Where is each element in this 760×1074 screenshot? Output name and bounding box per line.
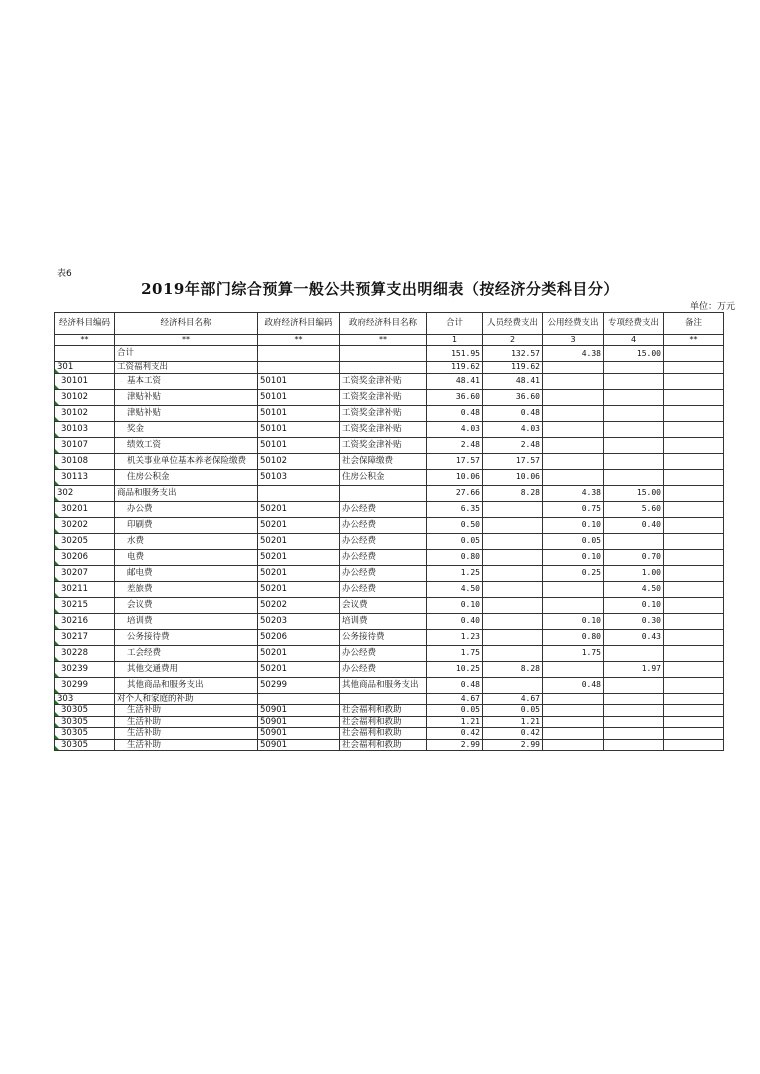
gov-code-cell: 50101 xyxy=(258,421,340,437)
amount-cell: 0.10 xyxy=(543,549,604,565)
gov-name-cell: 办公经费 xyxy=(340,517,427,533)
economic-code-cell: 301 xyxy=(55,362,115,374)
economic-name-cell: 培训费 xyxy=(115,613,258,629)
amount-cell: 5.60 xyxy=(604,501,664,517)
economic-code-cell: 30107 xyxy=(55,437,115,453)
economic-name-cell: 生活补助 xyxy=(115,716,258,728)
amount-cell xyxy=(543,405,604,421)
gov-code-cell: 50201 xyxy=(258,565,340,581)
gov-name-cell: 办公经费 xyxy=(340,533,427,549)
amount-cell: 0.10 xyxy=(427,597,483,613)
amount-cell: 1.97 xyxy=(604,661,664,677)
remark-cell xyxy=(664,565,724,581)
amount-cell: 1.23 xyxy=(427,629,483,645)
amount-cell xyxy=(604,373,664,389)
amount-cell: 10.06 xyxy=(427,469,483,485)
economic-name-cell: 生活补助 xyxy=(115,728,258,740)
gov-name-cell: 工资奖金津补贴 xyxy=(340,405,427,421)
remark-cell xyxy=(664,389,724,405)
amount-cell: 0.43 xyxy=(604,629,664,645)
remark-cell xyxy=(664,581,724,597)
gov-name-cell: 公务接待费 xyxy=(340,629,427,645)
economic-code-cell: 30211 xyxy=(55,581,115,597)
remark-cell xyxy=(664,728,724,740)
amount-cell xyxy=(543,581,604,597)
economic-name-cell: 住房公积金 xyxy=(115,469,258,485)
remark-cell xyxy=(664,677,724,693)
amount-cell xyxy=(543,373,604,389)
table-row xyxy=(55,501,724,517)
amount-cell xyxy=(543,437,604,453)
gov-code-cell: 50901 xyxy=(258,739,340,751)
gov-name-cell xyxy=(340,362,427,374)
amount-cell: 4.38 xyxy=(543,485,604,501)
gov-code-cell: 50201 xyxy=(258,501,340,517)
column-index: 2 xyxy=(483,335,543,346)
amount-cell: 27.66 xyxy=(427,485,483,501)
remark-cell xyxy=(664,597,724,613)
remark-cell xyxy=(664,629,724,645)
amount-cell xyxy=(604,421,664,437)
table-row xyxy=(55,728,724,740)
gov-code-cell: 50201 xyxy=(258,581,340,597)
economic-code-cell: 30305 xyxy=(55,705,115,717)
gov-code-cell xyxy=(258,346,340,362)
gov-name-cell: 社会福利和救助 xyxy=(340,705,427,717)
remark-cell xyxy=(664,517,724,533)
economic-name-cell: 合计 xyxy=(115,346,258,362)
amount-cell xyxy=(604,405,664,421)
gov-code-cell: 50202 xyxy=(258,597,340,613)
remark-cell xyxy=(664,549,724,565)
gov-code-cell: 50101 xyxy=(258,437,340,453)
table-row xyxy=(55,677,724,693)
column-header: 备注 xyxy=(664,313,724,335)
table-row xyxy=(55,533,724,549)
remark-cell xyxy=(664,661,724,677)
remark-cell xyxy=(664,693,724,705)
gov-name-cell: 办公经费 xyxy=(340,581,427,597)
gov-name-cell: 社会福利和救助 xyxy=(340,739,427,751)
gov-code-cell xyxy=(258,693,340,705)
economic-code-cell: 30205 xyxy=(55,533,115,549)
amount-cell: 0.30 xyxy=(604,613,664,629)
amount-cell: 0.80 xyxy=(427,549,483,565)
gov-name-cell: 办公经费 xyxy=(340,661,427,677)
amount-cell xyxy=(543,693,604,705)
economic-code-cell: 30305 xyxy=(55,728,115,740)
economic-code-cell: 303 xyxy=(55,693,115,705)
column-header: 政府经济科目编码 xyxy=(258,313,340,335)
economic-code-cell: 30305 xyxy=(55,739,115,751)
column-index: ** xyxy=(664,335,724,346)
gov-code-cell xyxy=(258,362,340,374)
table-row xyxy=(55,613,724,629)
economic-name-cell: 奖金 xyxy=(115,421,258,437)
remark-cell xyxy=(664,373,724,389)
amount-cell: 1.21 xyxy=(483,716,543,728)
column-header: 合计 xyxy=(427,313,483,335)
gov-name-cell xyxy=(340,346,427,362)
gov-code-cell: 50901 xyxy=(258,705,340,717)
gov-code-cell xyxy=(258,485,340,501)
table-row xyxy=(55,581,724,597)
gov-name-cell: 社会福利和救助 xyxy=(340,716,427,728)
remark-cell xyxy=(664,453,724,469)
economic-code-cell: 30207 xyxy=(55,565,115,581)
amount-cell xyxy=(604,362,664,374)
amount-cell xyxy=(543,728,604,740)
table-row xyxy=(55,421,724,437)
gov-name-cell xyxy=(340,485,427,501)
gov-name-cell: 其他商品和服务支出 xyxy=(340,677,427,693)
economic-code-cell: 30228 xyxy=(55,645,115,661)
amount-cell: 1.75 xyxy=(427,645,483,661)
amount-cell: 17.57 xyxy=(427,453,483,469)
table-row xyxy=(55,693,724,705)
economic-code-cell: 30215 xyxy=(55,597,115,613)
gov-name-cell: 办公经费 xyxy=(340,549,427,565)
economic-name-cell: 水费 xyxy=(115,533,258,549)
amount-cell xyxy=(483,501,543,517)
amount-cell: 0.42 xyxy=(427,728,483,740)
amount-cell: 2.99 xyxy=(483,739,543,751)
amount-cell: 1.00 xyxy=(604,565,664,581)
amount-cell xyxy=(483,581,543,597)
table-row xyxy=(55,453,724,469)
table-row xyxy=(55,469,724,485)
column-index: ** xyxy=(115,335,258,346)
economic-name-cell: 商品和服务支出 xyxy=(115,485,258,501)
amount-cell: 0.40 xyxy=(604,517,664,533)
amount-cell xyxy=(604,677,664,693)
column-header: 经济科目名称 xyxy=(115,313,258,335)
table-row xyxy=(55,716,724,728)
amount-cell xyxy=(483,597,543,613)
amount-cell: 15.00 xyxy=(604,485,664,501)
amount-cell xyxy=(604,469,664,485)
amount-cell xyxy=(604,453,664,469)
gov-code-cell: 50201 xyxy=(258,533,340,549)
remark-cell xyxy=(664,533,724,549)
remark-cell xyxy=(664,739,724,751)
economic-code-cell: 30206 xyxy=(55,549,115,565)
amount-cell: 132.57 xyxy=(483,346,543,362)
gov-name-cell: 社会保障缴费 xyxy=(340,453,427,469)
gov-code-cell: 50101 xyxy=(258,373,340,389)
amount-cell xyxy=(543,469,604,485)
amount-cell: 0.10 xyxy=(543,613,604,629)
amount-cell xyxy=(483,517,543,533)
column-index: 4 xyxy=(604,335,664,346)
economic-code-cell: 30201 xyxy=(55,501,115,517)
economic-name-cell: 印刷费 xyxy=(115,517,258,533)
amount-cell: 0.48 xyxy=(483,405,543,421)
amount-cell xyxy=(543,705,604,717)
amount-cell: 0.48 xyxy=(543,677,604,693)
amount-cell: 0.75 xyxy=(543,501,604,517)
economic-code-cell: 302 xyxy=(55,485,115,501)
column-header: 专项经费支出 xyxy=(604,313,664,335)
economic-name-cell: 邮电费 xyxy=(115,565,258,581)
table-row xyxy=(55,485,724,501)
amount-cell xyxy=(604,645,664,661)
remark-cell xyxy=(664,485,724,501)
economic-code-cell: 30239 xyxy=(55,661,115,677)
table-row xyxy=(55,405,724,421)
amount-cell xyxy=(604,739,664,751)
gov-code-cell: 50103 xyxy=(258,469,340,485)
amount-cell: 0.40 xyxy=(427,613,483,629)
amount-cell xyxy=(483,613,543,629)
remark-cell xyxy=(664,501,724,517)
gov-name-cell xyxy=(340,693,427,705)
gov-code-cell: 50201 xyxy=(258,661,340,677)
table-row xyxy=(55,661,724,677)
economic-name-cell: 绩效工资 xyxy=(115,437,258,453)
amount-cell: 0.05 xyxy=(483,705,543,717)
amount-cell xyxy=(543,597,604,613)
economic-code-cell: 30102 xyxy=(55,389,115,405)
table-row xyxy=(55,346,724,362)
gov-code-cell: 50101 xyxy=(258,389,340,405)
amount-cell xyxy=(543,421,604,437)
table-row xyxy=(55,629,724,645)
economic-name-cell: 对个人和家庭的补助 xyxy=(115,693,258,705)
amount-cell: 0.50 xyxy=(427,517,483,533)
column-header: 人员经费支出 xyxy=(483,313,543,335)
column-index: ** xyxy=(55,335,115,346)
amount-cell xyxy=(543,661,604,677)
header-row xyxy=(55,313,724,335)
amount-cell: 1.21 xyxy=(427,716,483,728)
amount-cell: 36.60 xyxy=(483,389,543,405)
amount-cell xyxy=(483,677,543,693)
economic-name-cell: 工会经费 xyxy=(115,645,258,661)
amount-cell: 0.05 xyxy=(543,533,604,549)
amount-cell xyxy=(483,645,543,661)
table-row xyxy=(55,645,724,661)
document-title: 2019年部门综合预算一般公共预算支出明细表（按经济分类科目分） xyxy=(141,280,619,298)
amount-cell xyxy=(604,728,664,740)
gov-name-cell: 工资奖金津补贴 xyxy=(340,389,427,405)
economic-name-cell: 公务接待费 xyxy=(115,629,258,645)
amount-cell xyxy=(604,389,664,405)
table-row xyxy=(55,389,724,405)
amount-cell: 4.50 xyxy=(427,581,483,597)
amount-cell: 36.60 xyxy=(427,389,483,405)
remark-cell xyxy=(664,437,724,453)
amount-cell: 119.62 xyxy=(427,362,483,374)
economic-code-cell: 30101 xyxy=(55,373,115,389)
gov-code-cell: 50101 xyxy=(258,405,340,421)
amount-cell: 0.80 xyxy=(543,629,604,645)
remark-cell xyxy=(664,613,724,629)
remark-cell xyxy=(664,469,724,485)
remark-cell xyxy=(664,421,724,437)
gov-name-cell: 工资奖金津补贴 xyxy=(340,373,427,389)
gov-name-cell: 办公经费 xyxy=(340,501,427,517)
amount-cell xyxy=(543,453,604,469)
unit-label: 单位：万元 xyxy=(689,302,735,312)
economic-name-cell: 基本工资 xyxy=(115,373,258,389)
column-header: 经济科目编码 xyxy=(55,313,115,335)
economic-name-cell: 生活补助 xyxy=(115,739,258,751)
amount-cell: 4.03 xyxy=(427,421,483,437)
gov-name-cell: 会议费 xyxy=(340,597,427,613)
remark-cell xyxy=(664,362,724,374)
amount-cell: 119.62 xyxy=(483,362,543,374)
amount-cell xyxy=(543,362,604,374)
economic-name-cell: 机关事业单位基本养老保险缴费 xyxy=(115,453,258,469)
amount-cell: 2.48 xyxy=(483,437,543,453)
column-index: ** xyxy=(258,335,340,346)
table-row xyxy=(55,362,724,374)
amount-cell xyxy=(604,533,664,549)
remark-cell xyxy=(664,346,724,362)
amount-cell: 4.67 xyxy=(427,693,483,705)
gov-code-cell: 50102 xyxy=(258,453,340,469)
amount-cell: 0.05 xyxy=(427,705,483,717)
gov-name-cell: 工资奖金津补贴 xyxy=(340,421,427,437)
amount-cell: 4.38 xyxy=(543,346,604,362)
gov-name-cell: 住房公积金 xyxy=(340,469,427,485)
gov-code-cell: 50901 xyxy=(258,728,340,740)
column-index: ** xyxy=(340,335,427,346)
budget-table xyxy=(54,312,724,751)
amount-cell xyxy=(543,716,604,728)
amount-cell: 10.06 xyxy=(483,469,543,485)
table-row xyxy=(55,373,724,389)
amount-cell: 8.28 xyxy=(483,485,543,501)
gov-code-cell: 50299 xyxy=(258,677,340,693)
column-header: 政府经济科目名称 xyxy=(340,313,427,335)
economic-name-cell: 会议费 xyxy=(115,597,258,613)
economic-code-cell: 30108 xyxy=(55,453,115,469)
gov-code-cell: 50901 xyxy=(258,716,340,728)
economic-name-cell: 办公费 xyxy=(115,501,258,517)
amount-cell: 6.35 xyxy=(427,501,483,517)
table-label: 表6 xyxy=(57,269,72,279)
table-row xyxy=(55,739,724,751)
gov-code-cell: 50203 xyxy=(258,613,340,629)
table-row xyxy=(55,565,724,581)
remark-cell xyxy=(664,645,724,661)
amount-cell: 151.95 xyxy=(427,346,483,362)
remark-cell xyxy=(664,705,724,717)
economic-name-cell: 其他交通费用 xyxy=(115,661,258,677)
amount-cell xyxy=(483,533,543,549)
amount-cell: 4.03 xyxy=(483,421,543,437)
amount-cell: 17.57 xyxy=(483,453,543,469)
economic-code-cell: 30202 xyxy=(55,517,115,533)
economic-name-cell: 差旅费 xyxy=(115,581,258,597)
amount-cell xyxy=(604,716,664,728)
table-row xyxy=(55,517,724,533)
amount-cell xyxy=(483,629,543,645)
gov-name-cell: 社会福利和救助 xyxy=(340,728,427,740)
amount-cell: 2.99 xyxy=(427,739,483,751)
amount-cell xyxy=(543,739,604,751)
amount-cell: 0.25 xyxy=(543,565,604,581)
amount-cell xyxy=(483,565,543,581)
amount-cell: 0.48 xyxy=(427,405,483,421)
gov-code-cell: 50201 xyxy=(258,517,340,533)
amount-cell xyxy=(604,705,664,717)
amount-cell: 0.42 xyxy=(483,728,543,740)
amount-cell: 48.41 xyxy=(483,373,543,389)
gov-code-cell: 50201 xyxy=(258,645,340,661)
column-header: 公用经费支出 xyxy=(543,313,604,335)
economic-code-cell: 30216 xyxy=(55,613,115,629)
amount-cell: 0.10 xyxy=(543,517,604,533)
economic-code-cell: 30217 xyxy=(55,629,115,645)
amount-cell: 15.00 xyxy=(604,346,664,362)
column-index-row xyxy=(55,335,724,346)
economic-name-cell: 津贴补贴 xyxy=(115,405,258,421)
gov-name-cell: 工资奖金津补贴 xyxy=(340,437,427,453)
amount-cell xyxy=(604,693,664,705)
amount-cell: 0.10 xyxy=(604,597,664,613)
table-row xyxy=(55,549,724,565)
remark-cell xyxy=(664,405,724,421)
amount-cell: 10.25 xyxy=(427,661,483,677)
gov-name-cell: 办公经费 xyxy=(340,645,427,661)
amount-cell xyxy=(483,549,543,565)
amount-cell: 48.41 xyxy=(427,373,483,389)
amount-cell: 0.48 xyxy=(427,677,483,693)
table-row xyxy=(55,705,724,717)
economic-name-cell: 其他商品和服务支出 xyxy=(115,677,258,693)
amount-cell: 1.25 xyxy=(427,565,483,581)
column-index: 1 xyxy=(427,335,483,346)
amount-cell: 4.67 xyxy=(483,693,543,705)
amount-cell: 1.75 xyxy=(543,645,604,661)
amount-cell xyxy=(604,437,664,453)
gov-code-cell: 50206 xyxy=(258,629,340,645)
gov-name-cell: 办公经费 xyxy=(340,565,427,581)
table-row xyxy=(55,437,724,453)
table-row xyxy=(55,597,724,613)
amount-cell: 0.05 xyxy=(427,533,483,549)
amount-cell: 8.28 xyxy=(483,661,543,677)
economic-name-cell: 工资福利支出 xyxy=(115,362,258,374)
amount-cell: 2.48 xyxy=(427,437,483,453)
economic-code-cell: 30102 xyxy=(55,405,115,421)
gov-code-cell: 50201 xyxy=(258,549,340,565)
column-index: 3 xyxy=(543,335,604,346)
economic-name-cell: 电费 xyxy=(115,549,258,565)
amount-cell: 0.70 xyxy=(604,549,664,565)
economic-name-cell: 生活补助 xyxy=(115,705,258,717)
economic-code-cell: 30305 xyxy=(55,716,115,728)
remark-cell xyxy=(664,716,724,728)
economic-code-cell: 30103 xyxy=(55,421,115,437)
economic-code-cell: 30299 xyxy=(55,677,115,693)
economic-code-cell xyxy=(55,346,115,362)
economic-code-cell: 30113 xyxy=(55,469,115,485)
economic-name-cell: 津贴补贴 xyxy=(115,389,258,405)
amount-cell: 4.50 xyxy=(604,581,664,597)
gov-name-cell: 培训费 xyxy=(340,613,427,629)
amount-cell xyxy=(543,389,604,405)
